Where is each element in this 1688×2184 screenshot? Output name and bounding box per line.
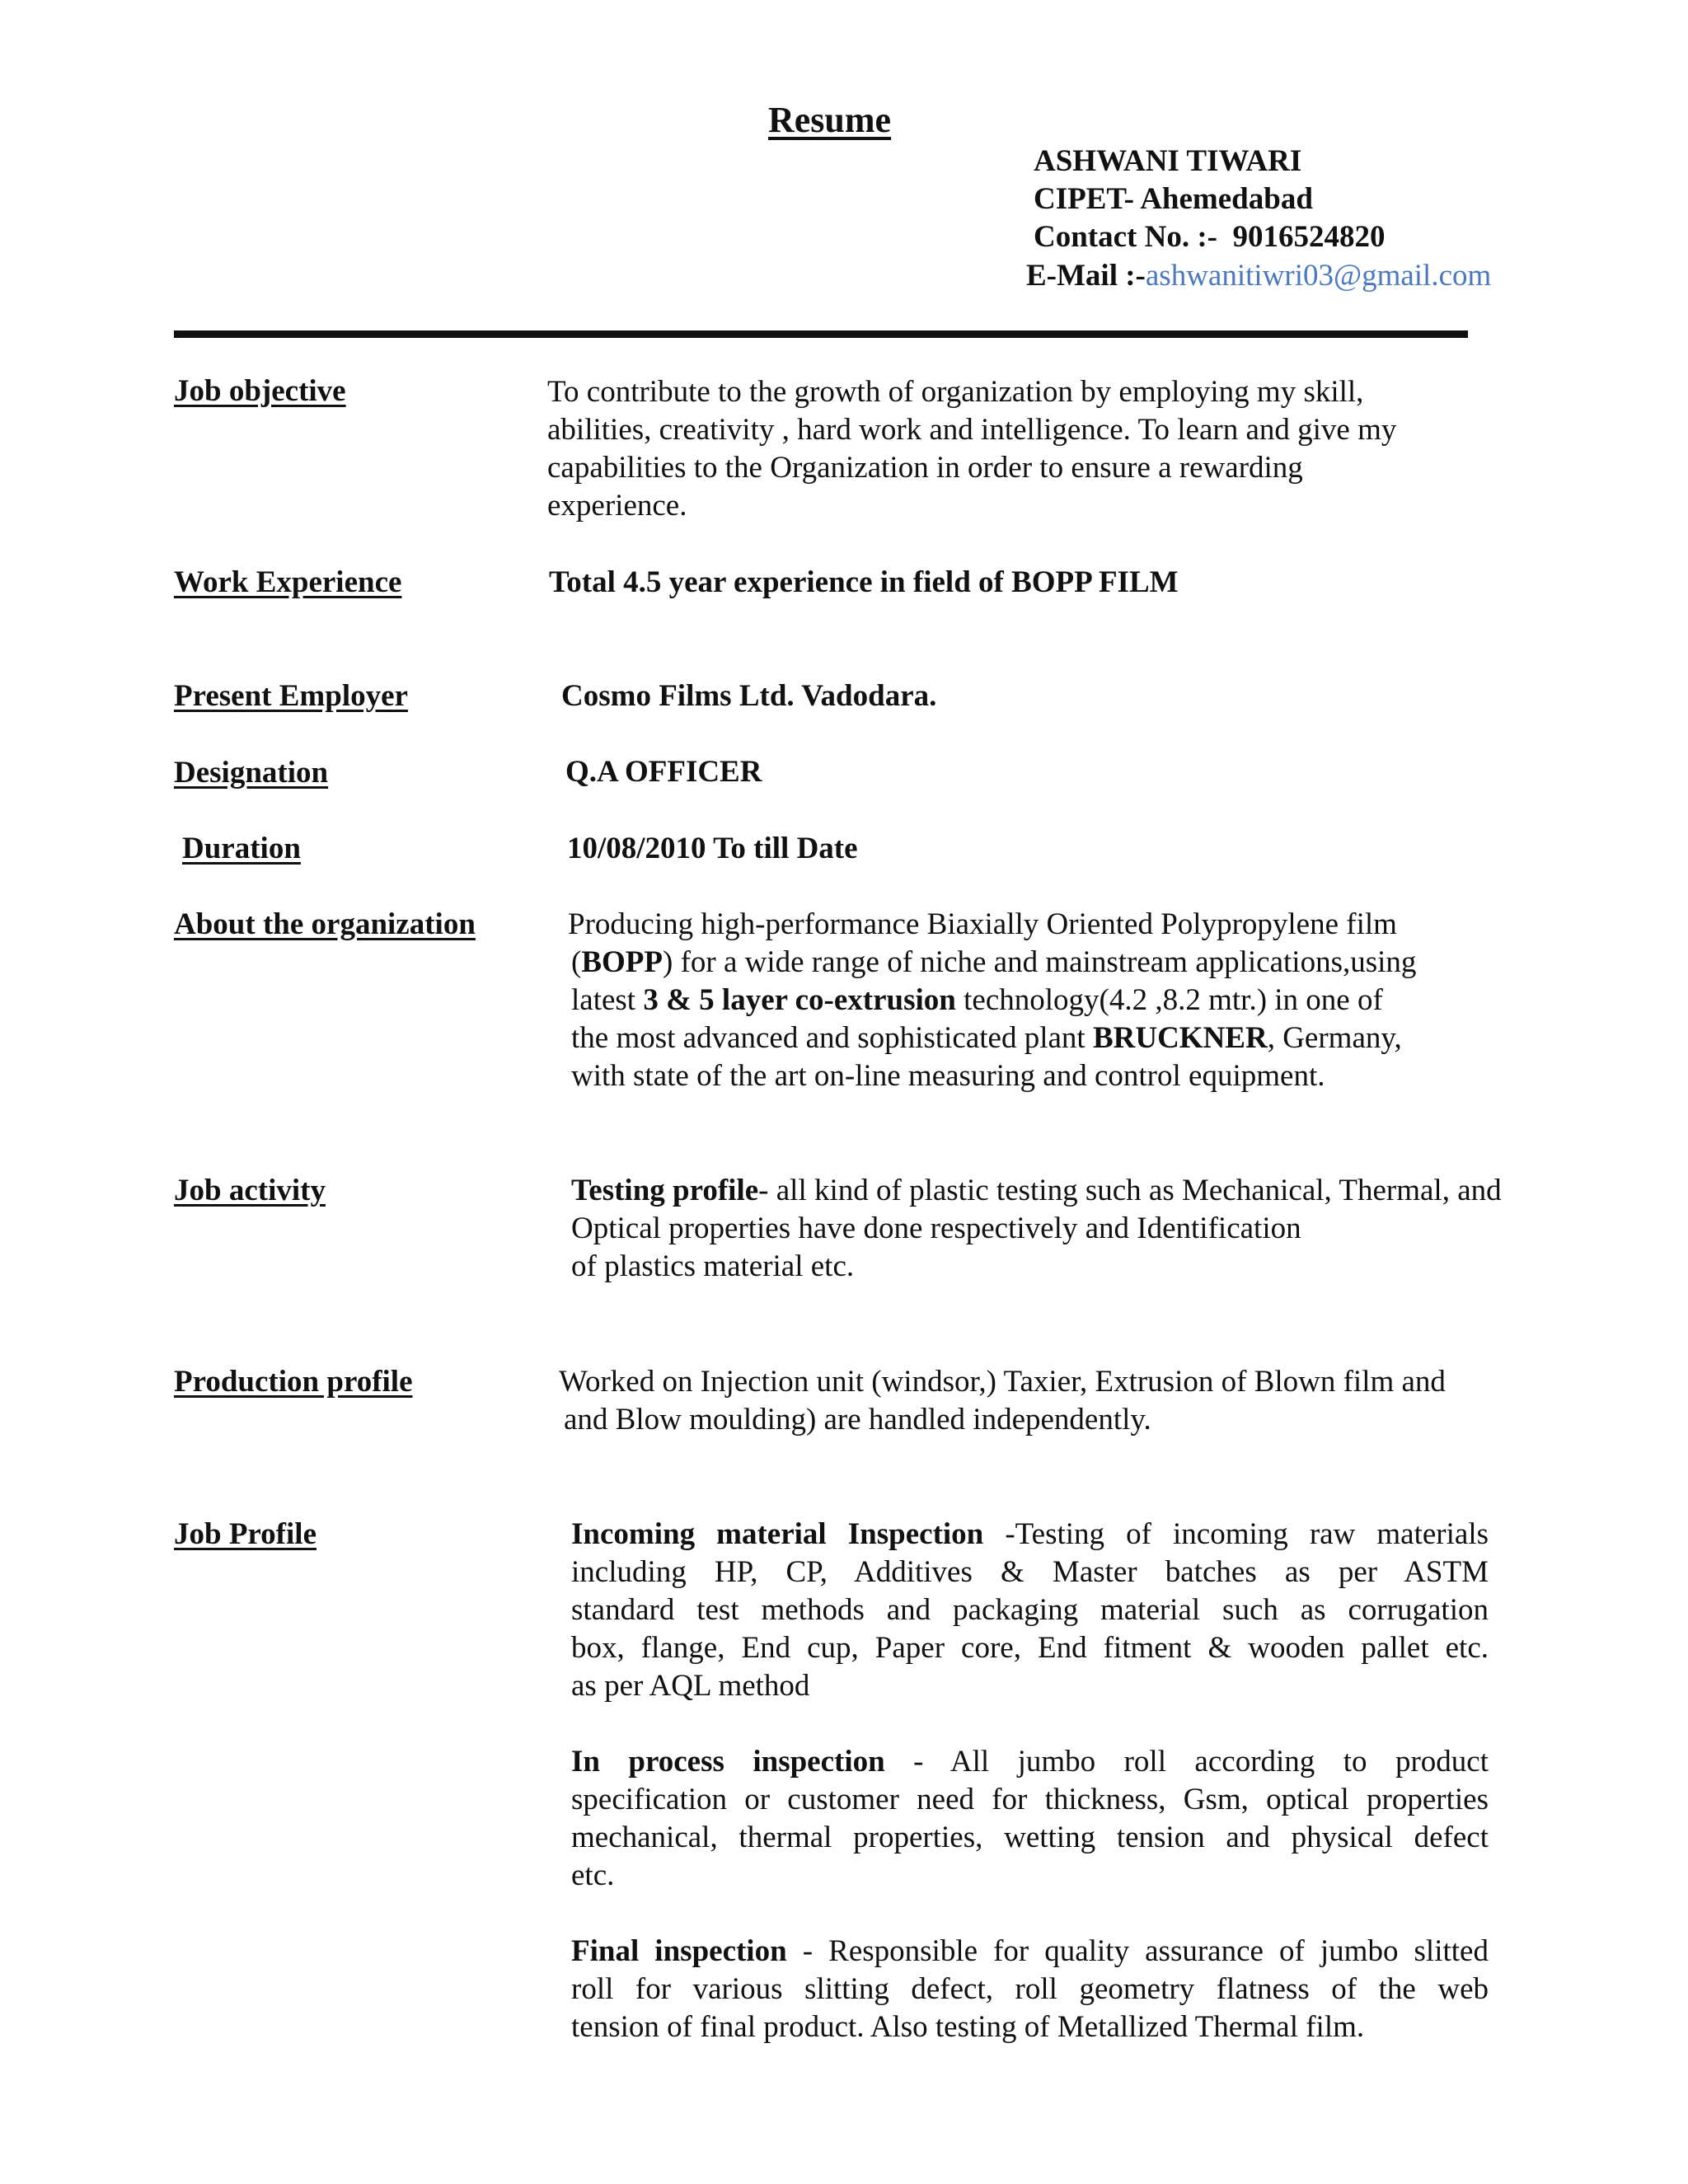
candidate-institute: CIPET- Ahemedabad [1034, 182, 1313, 216]
job-activity-line [571, 1172, 1502, 1210]
email-label: E-Mail :- [1026, 259, 1146, 293]
in-process-bold: In process inspection [571, 1745, 885, 1779]
in-process-line [571, 1743, 1489, 1781]
incoming-line: box, flange, End cup, Paper core, End fitment & wooden pallet etc. [571, 1631, 1489, 1665]
about-line: with state of the art on-line measuring and control equipment. [571, 1059, 1325, 1093]
header-divider [174, 330, 1468, 338]
final-rest: - Responsible for quality assurance of jumbo slitted [786, 1934, 1489, 1968]
job-activity-rest: - all kind of plastic testing such as Mechanical, Thermal, and [758, 1174, 1502, 1207]
job-activity-line: of plastics material etc. [571, 1249, 855, 1283]
about-line [571, 944, 1416, 982]
incoming-inspection-block [571, 1516, 1489, 1705]
about-bold: BOPP [581, 945, 663, 979]
final-line: roll for various slitting defect, roll geometry flatness of the web [571, 1972, 1489, 2006]
final-line [571, 1933, 1489, 1971]
contact-label: Contact No. :- [1034, 220, 1217, 254]
production-profile-line: Worked on Injection unit (windsor,) Taxier, Extrusion of Blown film and [559, 1365, 1446, 1399]
work-experience-value: Total 4.5 year experience in field of BOPP FILM [549, 565, 1179, 599]
contact-line [1034, 219, 1385, 255]
incoming-line [571, 1516, 1489, 1554]
job-objective-line: capabilities to the Organization in order to ensure a rewarding [547, 451, 1303, 485]
email-link[interactable]: ashwanitiwri03@gmail.com [1145, 259, 1492, 293]
job-activity-label: Job activity [174, 1174, 326, 1207]
final-inspection-block [571, 1933, 1489, 2046]
in-process-line: mechanical, thermal properties, wetting tension and physical defect [571, 1821, 1489, 1854]
job-activity-text [571, 1172, 1502, 1286]
about-organization-text [567, 906, 1416, 1095]
contact-number: 9016524820 [1232, 220, 1386, 254]
production-profile-text [559, 1363, 1446, 1439]
in-process-line: etc. [571, 1858, 615, 1892]
job-objective-text [547, 373, 1396, 525]
incoming-line: including HP, CP, Additives & Master batches as per ASTM [571, 1555, 1489, 1589]
about-text: the most advanced and sophisticated plant [571, 1021, 1093, 1055]
in-process-line: specification or customer need for thickness, Gsm, optical properties [571, 1783, 1489, 1816]
about-text: latest [571, 983, 644, 1017]
job-objective-label: Job objective [174, 374, 346, 408]
designation-value: Q.A OFFICER [565, 755, 762, 789]
production-profile-line: and Blow moulding) are handled independently. [564, 1403, 1151, 1436]
candidate-name: ASHWANI TIWARI [1034, 144, 1302, 178]
final-bold: Final inspection [571, 1934, 787, 1968]
designation-label: Designation [174, 756, 329, 790]
about-text: ( [571, 945, 582, 979]
work-experience-label: Work Experience [174, 565, 402, 599]
job-activity-line: Optical properties have done respectively and Identification [571, 1212, 1301, 1245]
incoming-rest: -Testing of incoming raw materials [983, 1517, 1489, 1551]
about-text: technology(4.2 ,8.2 mtr.) in one of [955, 983, 1383, 1017]
job-objective-line: To contribute to the growth of organization by employing my skill, [547, 375, 1364, 409]
present-employer-label: Present Employer [174, 679, 408, 713]
duration-value: 10/08/2010 To till Date [567, 832, 858, 865]
job-objective-line: abilities, creativity , hard work and intelligence. To learn and give my [547, 413, 1397, 447]
incoming-line: as per AQL method [571, 1669, 810, 1703]
in-process-inspection-block [571, 1743, 1489, 1895]
about-line [571, 982, 1416, 1019]
about-text: ) for a wide range of niche and mainstream applications,using [663, 945, 1417, 979]
production-profile-label: Production profile [174, 1365, 413, 1399]
job-objective-line: experience. [547, 489, 687, 523]
final-line: tension of final product. Also testing of Metallized Thermal film. [571, 2010, 1365, 2044]
in-process-rest: - All jumbo roll according to product [884, 1745, 1489, 1779]
about-bold: BRUCKNER [1092, 1021, 1268, 1055]
about-line [571, 1019, 1416, 1057]
job-activity-bold: Testing profile [571, 1174, 759, 1207]
present-employer-value: Cosmo Films Ltd. Vadodara. [561, 679, 937, 713]
email-line [1026, 258, 1491, 293]
resume-title: Resume [768, 100, 892, 140]
about-bold: 3 & 5 layer co-extrusion [643, 983, 956, 1017]
job-profile-label: Job Profile [174, 1517, 316, 1551]
about-text: , Germany, [1267, 1021, 1402, 1055]
incoming-line: standard test methods and packaging material such as corrugation [571, 1593, 1489, 1627]
about-line: Producing high-performance Biaxially Oriented Polypropylene film [568, 907, 1397, 941]
incoming-bold: Incoming material Inspection [571, 1517, 984, 1551]
duration-label: Duration [182, 832, 301, 865]
about-organization-label: About the organization [174, 907, 476, 941]
